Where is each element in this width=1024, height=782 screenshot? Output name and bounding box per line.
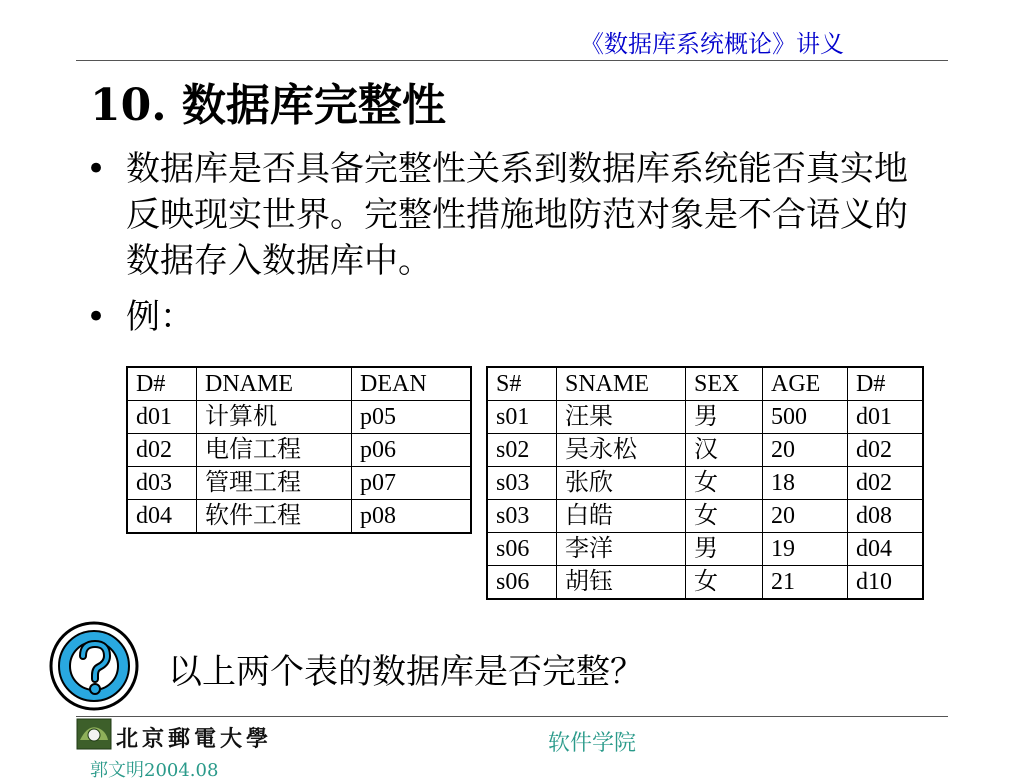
table-cell: d02 bbox=[848, 467, 924, 500]
table-cell: 21 bbox=[763, 566, 848, 600]
table-cell: 管理工程 bbox=[197, 467, 352, 500]
table-cell: p07 bbox=[352, 467, 472, 500]
table-cell: 李洋 bbox=[557, 533, 686, 566]
table-cell: 20 bbox=[763, 500, 848, 533]
table-cell: d04 bbox=[848, 533, 924, 566]
table-header-cell: S# bbox=[487, 367, 557, 401]
table-row bbox=[487, 401, 923, 434]
table-cell: 白皓 bbox=[557, 500, 686, 533]
bullet-dot: • bbox=[86, 149, 107, 189]
table-cell: d02 bbox=[127, 434, 197, 467]
bullet-text: 例： bbox=[126, 297, 194, 337]
table-cell: 男 bbox=[686, 401, 763, 434]
footer-author-date: 郭文明2004.08 bbox=[90, 760, 219, 781]
table-cell: 胡钰 bbox=[557, 566, 686, 600]
slide-title: 10. 数据库完整性 bbox=[90, 80, 446, 131]
bullet-text: 数据库是否具备完整性关系到数据库系统能否真实地反映现实世界。完整性措施地防范对象是不合语义的数据存入数据库中。 bbox=[126, 149, 908, 281]
table-cell: d03 bbox=[127, 467, 197, 500]
table-cell: s01 bbox=[487, 401, 557, 434]
table-header-row bbox=[127, 367, 471, 401]
table-cell: 20 bbox=[763, 434, 848, 467]
table-cell: 软件工程 bbox=[197, 500, 352, 534]
table-cell: p05 bbox=[352, 401, 472, 434]
table-header-cell: DNAME bbox=[197, 367, 352, 401]
table-cell: s02 bbox=[487, 434, 557, 467]
table-cell: d08 bbox=[848, 500, 924, 533]
department-table bbox=[126, 366, 472, 534]
table-cell: 18 bbox=[763, 467, 848, 500]
table-cell: s03 bbox=[487, 500, 557, 533]
table-cell: 汉 bbox=[686, 434, 763, 467]
table-header-cell: SNAME bbox=[557, 367, 686, 401]
table-cell: 男 bbox=[686, 533, 763, 566]
question-mark-icon bbox=[48, 616, 148, 716]
table-header-cell: D# bbox=[848, 367, 924, 401]
table-cell: 女 bbox=[686, 467, 763, 500]
bullet-dot: • bbox=[86, 297, 107, 337]
table-cell: 张欣 bbox=[557, 467, 686, 500]
table-header-cell: SEX bbox=[686, 367, 763, 401]
table-cell: s03 bbox=[487, 467, 557, 500]
table-cell: 女 bbox=[686, 566, 763, 600]
university-logo-icon bbox=[76, 718, 112, 750]
table-cell: 19 bbox=[763, 533, 848, 566]
table-cell: 女 bbox=[686, 500, 763, 533]
university-name: 北京郵電大學 bbox=[116, 726, 273, 752]
student-table bbox=[486, 366, 924, 600]
table-header-cell: D# bbox=[127, 367, 197, 401]
footer-divider bbox=[76, 716, 948, 717]
table-cell: p08 bbox=[352, 500, 472, 534]
table-row bbox=[487, 434, 923, 467]
table-cell: d02 bbox=[848, 434, 924, 467]
table-cell: d10 bbox=[848, 566, 924, 600]
header-divider bbox=[76, 60, 948, 61]
table-row bbox=[487, 500, 923, 533]
table-cell: 计算机 bbox=[197, 401, 352, 434]
table-header-cell: AGE bbox=[763, 367, 848, 401]
table-row bbox=[487, 533, 923, 566]
table-cell: 吴永松 bbox=[557, 434, 686, 467]
table-cell: 汪果 bbox=[557, 401, 686, 434]
table-cell: s06 bbox=[487, 533, 557, 566]
table-cell: d01 bbox=[127, 401, 197, 434]
table-cell: s06 bbox=[487, 566, 557, 600]
table-row bbox=[487, 566, 923, 600]
table-row bbox=[127, 467, 471, 500]
table-cell: p06 bbox=[352, 434, 472, 467]
bullet-list bbox=[86, 146, 936, 350]
table-cell: d04 bbox=[127, 500, 197, 534]
bullet-item bbox=[86, 146, 936, 284]
table-row bbox=[127, 500, 471, 534]
table-cell: 500 bbox=[763, 401, 848, 434]
table-cell: d01 bbox=[848, 401, 924, 434]
table-header-row bbox=[487, 367, 923, 401]
table-row bbox=[127, 401, 471, 434]
question-text: 以上两个表的数据库是否完整？ bbox=[168, 652, 644, 692]
footer-department: 软件学院 bbox=[548, 731, 637, 756]
table-header-cell: DEAN bbox=[352, 367, 472, 401]
table-row bbox=[487, 467, 923, 500]
table-row bbox=[127, 434, 471, 467]
course-title: 《数据库系统概论》讲义 bbox=[580, 30, 844, 58]
bullet-item bbox=[86, 294, 936, 340]
table-cell: 电信工程 bbox=[197, 434, 352, 467]
